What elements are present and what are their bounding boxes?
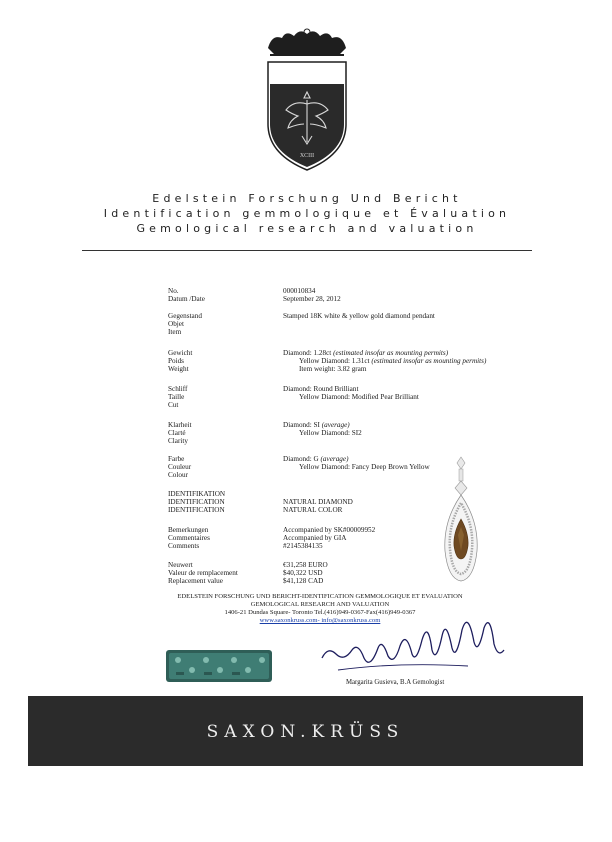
footer-website-link[interactable]: www.saxonkruss.com- info@saxonkruss.com (259, 617, 381, 624)
ident-label-fr: IDENTIFICATION (168, 498, 225, 506)
no-value: 000010834 (283, 287, 316, 295)
replacement-value-eur: €31,258 EURO (283, 561, 328, 569)
header-line-english: Gemological research and valuation (136, 222, 478, 235)
colour-value-yellow-diamond: Yellow Diamond: Fancy Deep Brown Yellow (299, 463, 430, 471)
date-value: September 28, 2012 (283, 295, 341, 303)
replacement-label-de: Neuwert (168, 561, 193, 569)
comments-value-number: #2145384135 (283, 542, 323, 550)
hologram-seal (166, 650, 272, 682)
clarity-value-yellow-diamond: Yellow Diamond: SI2 (299, 429, 362, 437)
weight-value-diamond: Diamond: 1.28ct (estimated insofar as mounting permits) (283, 349, 449, 357)
clarity-label-en: Clarity (168, 437, 188, 445)
clarity-value-diamond: Diamond: SI (average) (283, 421, 350, 429)
colour-label-de: Farbe (168, 455, 185, 463)
clarity-label-fr: Clarté (168, 429, 186, 437)
cut-label-fr: Taille (168, 393, 185, 401)
replacement-value-cad: $41,128 CAD (283, 577, 324, 585)
comments-label-en: Comments (168, 542, 200, 550)
header-divider (82, 250, 532, 251)
weight-label-fr: Poids (168, 357, 184, 365)
comments-label-de: Bemerkungen (168, 526, 209, 534)
colour-label-fr: Couleur (168, 463, 192, 471)
ident-value-color: NATURAL COLOR (283, 506, 343, 514)
comments-value-sk: Accompanied by SK#00009952 (283, 526, 376, 534)
comments-label-fr: Commentaires (168, 534, 210, 542)
header-line-french: Identification gemmologique et Évaluation (103, 207, 511, 220)
weight-label-de: Gewicht (168, 349, 193, 357)
colour-value-diamond: Diamond: G (average) (283, 455, 349, 463)
colour-label-en: Colour (168, 471, 188, 479)
signatory-name: Margarita Gusieva, B.A Gemologist (346, 679, 445, 686)
clarity-label-de: Klarheit (168, 421, 192, 429)
ident-label-de: IDENTIFIKATION (168, 490, 226, 498)
cut-value-yellow-diamond: Yellow Diamond: Modified Pear Brilliant (299, 393, 419, 401)
footer-address: 1406-21 Dundas Square- Toronto Tel.(416)949-0367-Fax(416)949-0367 (224, 609, 416, 616)
crest-logo (262, 24, 352, 174)
signature (318, 600, 518, 680)
no-label: No. (168, 287, 179, 295)
replacement-value-usd: $40,322 USD (283, 569, 323, 577)
footer-line-2: GEMOLOGICAL RESEARCH AND VALUATION (250, 601, 390, 608)
weight-label-en: Weight (168, 365, 189, 373)
date-label: Datum /Date (168, 295, 205, 303)
cut-label-en: Cut (168, 401, 179, 409)
item-label-en: Item (168, 328, 182, 336)
comments-value-gia: Accompanied by GIA (283, 534, 347, 542)
replacement-label-fr: Valeur de remplacement (168, 569, 238, 577)
pendant-photo (440, 455, 500, 585)
weight-value-yellow-diamond: Yellow Diamond: 1.31ct (estimated insofar as mounting permits) (299, 357, 487, 365)
brand-name: SAXON.KRÜSS (206, 722, 405, 742)
replacement-label-en: Replacement value (168, 577, 223, 585)
item-value: Stamped 18K white & yellow gold diamond pendant (283, 312, 435, 320)
ident-value-diamond: NATURAL DIAMOND (283, 498, 353, 506)
footer-line-1: EDELSTEIN FORSCHUNG UND BERICHT-IDENTIFICATION GEMMOLOGIQUE ET EVALUATION (177, 593, 463, 600)
crest-numeral: XCIII (299, 153, 315, 159)
cut-value-diamond: Diamond: Round Brilliant (283, 385, 359, 393)
cut-label-de: Schliff (168, 385, 188, 393)
weight-value-item: Item weight: 3.82 gram (299, 365, 367, 373)
ident-label-en: IDENTIFICATION (168, 506, 225, 514)
item-label-fr: Objet (168, 320, 184, 328)
item-label-de: Gegenstand (168, 312, 202, 320)
header-line-german: Edelstein Forschung Und Bericht (152, 192, 462, 205)
